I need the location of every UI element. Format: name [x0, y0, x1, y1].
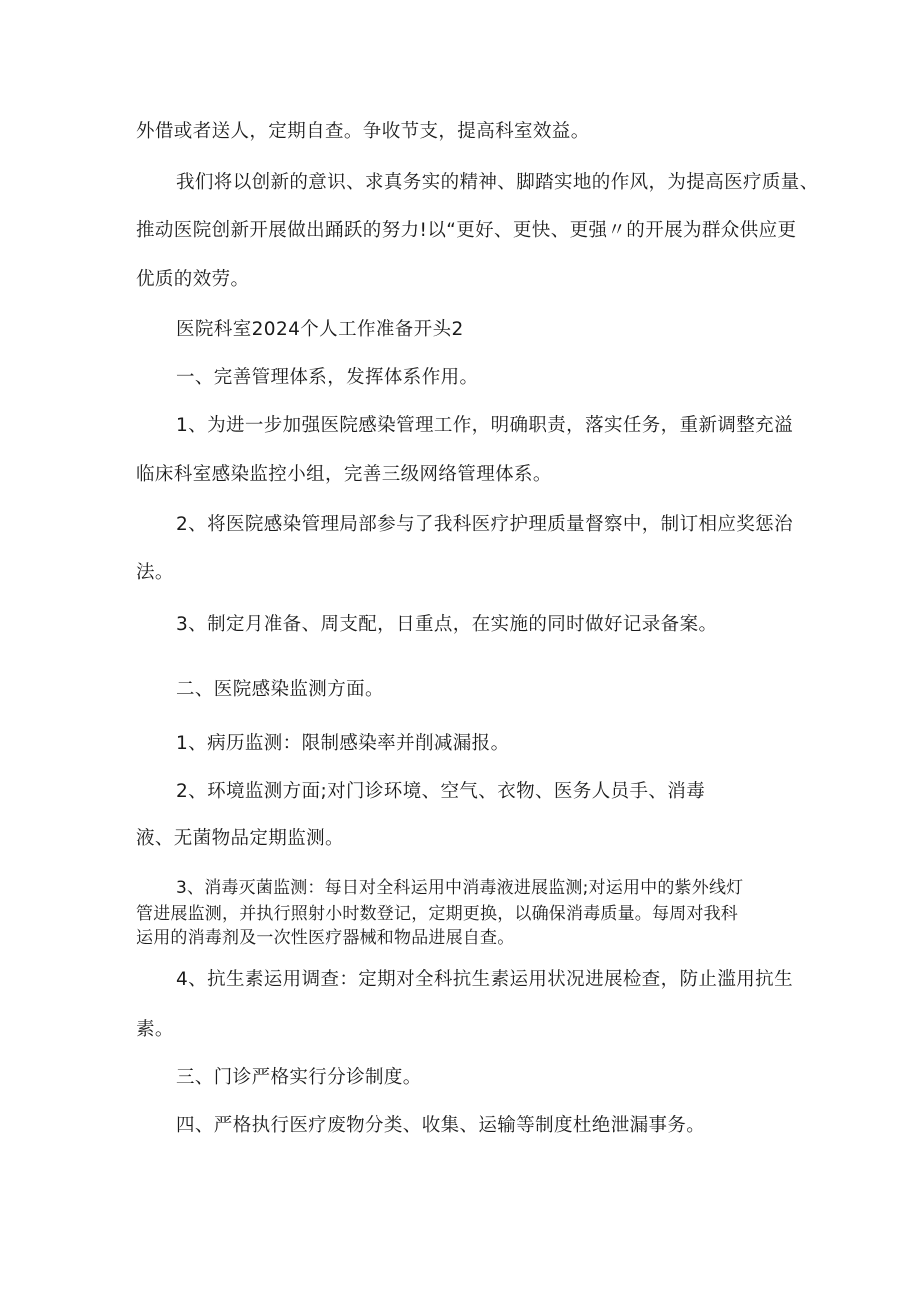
paragraph-line: 运用的消毒剂及一次性医疗器械和物品进展自查。 [136, 928, 515, 948]
paragraph-line: 推动医院创新开展做出踊跃的努力!以“更好、更快、更强〃的开展为群众供应更 [136, 220, 797, 241]
section-heading: 医院科室2024个人工作准备开头2 [176, 319, 464, 340]
paragraph-line: 3、制定月准备、周支配，日重点，在实施的同时做好记录备案。 [176, 614, 718, 635]
paragraph-line: 法。 [136, 562, 174, 583]
paragraph-line: 四、严格执行医疗废物分类、收集、运输等制度杜绝泄漏事务。 [176, 1115, 706, 1136]
paragraph-line: 临床科室感染监控小组，完善三级网络管理体系。 [136, 464, 552, 485]
paragraph-line: 素。 [136, 1019, 174, 1040]
paragraph-line: 液、无菌物品定期监测。 [136, 828, 344, 849]
paragraph-line: 4、抗生素运用调查：定期对全科抗生素运用状况进展检查，防止滥用抗生 [176, 969, 793, 990]
paragraph-line: 三、门诊严格实行分诊制度。 [176, 1067, 422, 1088]
paragraph-line: 二、医院感染监测方面。 [176, 679, 384, 700]
paragraph-line: 3、消毒灭菌监测：每日对全科运用中消毒液进展监测;对运用中的紫外线灯 [176, 878, 744, 898]
paragraph-line: 我们将以创新的意识、求真务实的精神、脚踏实地的作风，为提高医疗质量、 [176, 172, 819, 193]
paragraph-line: 2、将医院感染管理局部参与了我科医疗护理质量督察中，制订相应奖惩治 [176, 514, 793, 535]
paragraph-line: 优质的效劳。 [136, 269, 250, 290]
paragraph-line: 一、完善管理体系，发挥体系作用。 [176, 367, 479, 388]
paragraph-line: 外借或者送人，定期自查。争收节支，提高科室效益。 [136, 121, 590, 142]
paragraph-line: 1、病历监测：限制感染率并削减漏报。 [176, 733, 510, 754]
paragraph-line: 2、环境监测方面;对门诊环境、空气、衣物、医务人员手、消毒 [176, 781, 706, 802]
paragraph-line: 管进展监测，并执行照射小时数登记，定期更换，以确保消毒质量。每周对我科 [136, 904, 738, 924]
paragraph-line: 1、为进一步加强医院感染管理工作，明确职责，落实任务，重新调整充溢 [176, 415, 793, 436]
